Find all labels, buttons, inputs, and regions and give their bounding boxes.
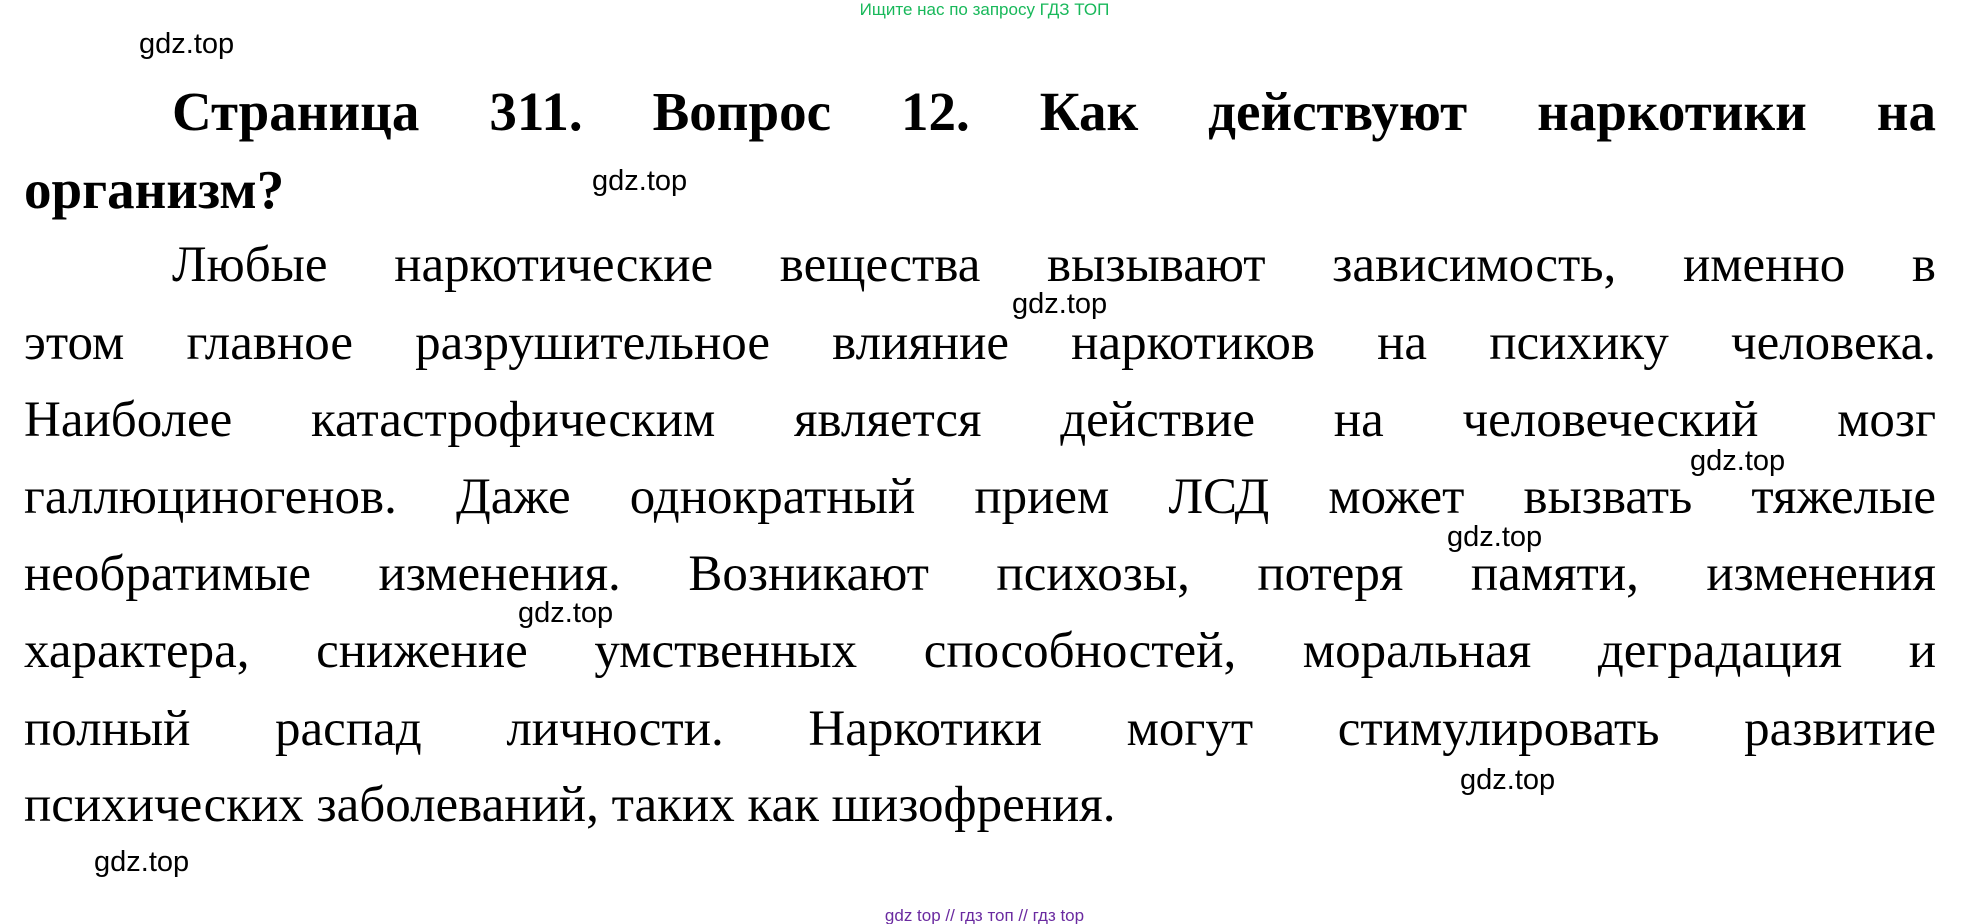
watermark: gdz.top [592, 165, 688, 197]
answer-line-1: Любые наркотические вещества вызывают зависимость, именно в [172, 237, 1936, 293]
answer-line-6: характера, снижение умственных способностей, моральная деградация и [24, 623, 1936, 679]
footer-watermark: gdz top // гдз топ // гдз top [884, 906, 1085, 924]
watermark: gdz.top [139, 28, 235, 60]
answer-line-5: необратимые изменения. Возникают психозы, потеря памяти, изменения [24, 546, 1936, 602]
question-heading-line-2: организм? [24, 159, 285, 220]
watermark: gdz.top [1690, 445, 1786, 477]
watermark: gdz.top [1460, 764, 1556, 796]
watermark: gdz.top [1012, 288, 1108, 320]
answer-line-7: полный распад личности. Наркотики могут стимулировать развитие [24, 701, 1936, 757]
answer-line-4: галлюциногенов. Даже однократный прием ЛСД может вызвать тяжелые [24, 469, 1936, 525]
search-banner: Ищите нас по запросу ГДЗ ТОП [859, 0, 1110, 19]
watermark: gdz.top [518, 597, 614, 629]
watermark: gdz.top [94, 846, 190, 878]
answer-line-3: Наиболее катастрофическим является действие на человеческий мозг [24, 392, 1936, 448]
answer-line-2: этом главное разрушительное влияние наркотиков на психику человека. [24, 315, 1936, 371]
watermark: gdz.top [1447, 521, 1543, 553]
answer-line-8: психических заболеваний, таких как шизофрения. [24, 777, 1116, 833]
question-heading-line-1: Страница 311. Вопрос 12. Как действуют наркотики на [172, 81, 1936, 142]
